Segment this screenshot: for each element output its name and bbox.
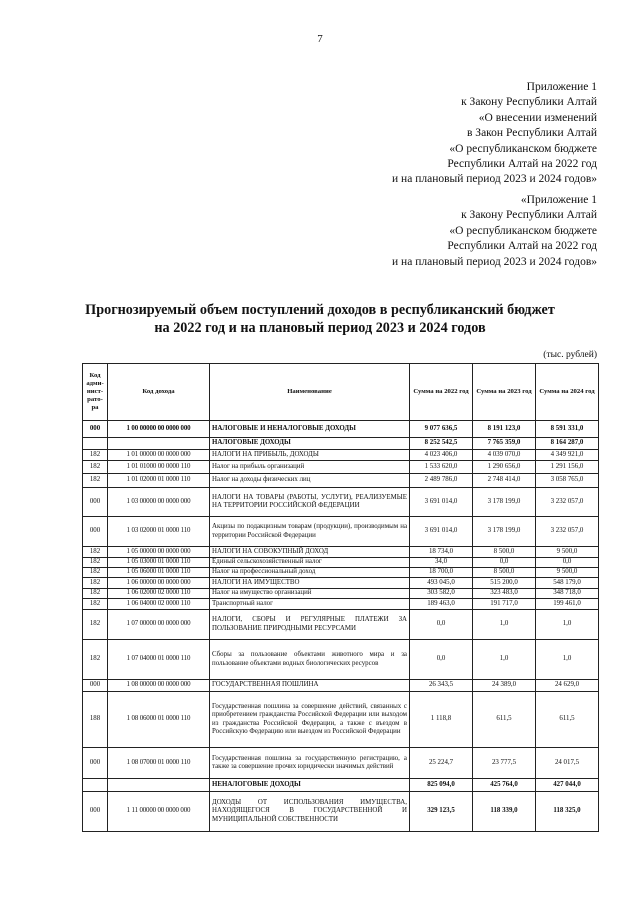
cell-admin-code: 182 xyxy=(83,558,108,568)
table-row xyxy=(83,488,599,517)
cell-name: Акцизы по подакцизным товарам (продукции), производимым на территории Российской Федерации xyxy=(210,517,410,547)
appendix-line: Приложение 1 xyxy=(526,81,597,93)
cell-name: НАЛОГОВЫЕ ДОХОДЫ xyxy=(210,438,410,450)
header-sum-2024: Сумма на 2024 год xyxy=(536,364,599,421)
cell-income-code: 1 08 00000 00 0000 000 xyxy=(108,680,210,692)
cell-sum-2022: 303 582,0 xyxy=(410,589,473,599)
cell-sum-2024: 8 164 287,0 xyxy=(536,438,599,450)
cell-admin-code: 182 xyxy=(83,610,108,640)
cell-income-code: 1 07 00000 00 0000 000 xyxy=(108,610,210,640)
table-row xyxy=(83,461,599,474)
cell-sum-2023: 8 191 123,0 xyxy=(473,421,536,438)
cell-admin-code: 000 xyxy=(83,680,108,692)
table-row xyxy=(83,680,599,692)
cell-sum-2024: 4 349 921,0 xyxy=(536,450,599,461)
appendix-line: Республики Алтай на 2022 год xyxy=(447,158,597,171)
cell-name: НАЛОГОВЫЕ И НЕНАЛОГОВЫЕ ДОХОДЫ xyxy=(210,421,410,438)
header-sum-2022: Сумма на 2022 год xyxy=(410,364,473,421)
cell-sum-2023: 425 764,0 xyxy=(473,779,536,792)
cell-admin-code: 000 xyxy=(83,517,108,547)
cell-sum-2024: 1,0 xyxy=(536,640,599,680)
cell-admin-code: 182 xyxy=(83,474,108,488)
cell-sum-2022: 2 489 786,0 xyxy=(410,474,473,488)
cell-sum-2024: 24 629,0 xyxy=(536,680,599,692)
header-sum-2023: Сумма на 2023 год xyxy=(473,364,536,421)
appendix-line: и на плановый период 2023 и 2024 годов» xyxy=(392,173,597,186)
cell-sum-2024: 1 291 156,0 xyxy=(536,461,599,474)
appendix-heading-amendment xyxy=(392,80,597,188)
cell-sum-2023: 4 039 070,0 xyxy=(473,450,536,461)
cell-sum-2022: 825 094,0 xyxy=(410,779,473,792)
cell-income-code: 1 01 01000 00 0000 110 xyxy=(108,461,210,474)
appendix-line: к Закону Республики Алтай xyxy=(461,96,597,109)
cell-income-code: 1 05 03000 01 0000 110 xyxy=(108,558,210,568)
cell-sum-2024: 9 500,0 xyxy=(536,568,599,578)
cell-admin-code: 182 xyxy=(83,640,108,680)
cell-income-code: 1 06 04000 02 0000 110 xyxy=(108,599,210,610)
cell-sum-2022: 34,0 xyxy=(410,558,473,568)
cell-income-code: 1 01 02000 01 0000 110 xyxy=(108,474,210,488)
cell-admin-code: 182 xyxy=(83,547,108,558)
title-line: на 2022 год и на плановый период 2023 и 2024 годов xyxy=(154,320,486,336)
cell-sum-2022: 3 691 014,0 xyxy=(410,517,473,547)
cell-admin-code xyxy=(83,779,108,792)
cell-income-code: 1 00 00000 00 0000 000 xyxy=(108,421,210,438)
cell-name: НАЛОГИ НА ПРИБЫЛЬ, ДОХОДЫ xyxy=(210,450,410,461)
cell-name: ГОСУДАРСТВЕННАЯ ПОШЛИНА xyxy=(210,680,410,692)
header-admin-code: Код адми-нист-рато-ра xyxy=(83,364,108,421)
cell-name: НАЛОГИ НА ИМУЩЕСТВО xyxy=(210,578,410,589)
cell-sum-2023: 24 389,0 xyxy=(473,680,536,692)
cell-name: Налог на имущество организаций xyxy=(210,589,410,599)
cell-name: Транспортный налог xyxy=(210,599,410,610)
cell-sum-2023: 515 200,0 xyxy=(473,578,536,589)
cell-income-code: 1 05 00000 00 0000 000 xyxy=(108,547,210,558)
cell-sum-2022: 189 463,0 xyxy=(410,599,473,610)
cell-sum-2024: 118 325,0 xyxy=(536,792,599,832)
cell-sum-2024: 348 718,0 xyxy=(536,589,599,599)
cell-sum-2024: 3 058 765,0 xyxy=(536,474,599,488)
cell-admin-code: 188 xyxy=(83,692,108,748)
table-row xyxy=(83,640,599,680)
cell-sum-2022: 26 343,5 xyxy=(410,680,473,692)
appendix-line: к Закону Республики Алтай xyxy=(461,209,597,222)
cell-name: НЕНАЛОГОВЫЕ ДОХОДЫ xyxy=(210,779,410,792)
cell-sum-2024: 611,5 xyxy=(536,692,599,748)
cell-sum-2024: 3 232 057,0 xyxy=(536,517,599,547)
revenue-table xyxy=(82,363,599,832)
table-row xyxy=(83,547,599,558)
cell-admin-code: 182 xyxy=(83,450,108,461)
cell-sum-2022: 1 118,8 xyxy=(410,692,473,748)
cell-income-code: 1 05 06000 01 0000 110 xyxy=(108,568,210,578)
cell-sum-2023: 3 178 199,0 xyxy=(473,517,536,547)
title-line: Прогнозируемый объем поступлений доходов в республиканский бюджет xyxy=(85,302,555,318)
cell-sum-2023: 118 339,0 xyxy=(473,792,536,832)
cell-sum-2023: 8 500,0 xyxy=(473,547,536,558)
cell-name: Государственная пошлина за совершение действий, связанных с приобретением гражданства Российской Федерации или выходом из гражданства Российской Федерации, а также с въездом в Российскую Федерацию или выездом из Российской Федерации xyxy=(210,692,410,748)
appendix-line: в Закон Республики Алтай xyxy=(467,127,597,140)
cell-sum-2022: 1 533 620,0 xyxy=(410,461,473,474)
table-row xyxy=(83,517,599,547)
table-row xyxy=(83,792,599,832)
cell-admin-code: 000 xyxy=(83,488,108,517)
cell-income-code: 1 03 02000 01 0000 110 xyxy=(108,517,210,547)
cell-name: НАЛОГИ НА СОВОКУПНЫЙ ДОХОД xyxy=(210,547,410,558)
cell-sum-2024: 8 591 331,0 xyxy=(536,421,599,438)
cell-sum-2022: 0,0 xyxy=(410,640,473,680)
table-row xyxy=(83,438,599,450)
table-row xyxy=(83,474,599,488)
cell-sum-2024: 427 044,0 xyxy=(536,779,599,792)
table-row xyxy=(83,692,599,748)
cell-sum-2024: 199 461,0 xyxy=(536,599,599,610)
cell-sum-2023: 1,0 xyxy=(473,610,536,640)
cell-admin-code: 000 xyxy=(83,792,108,832)
cell-income-code: 1 06 02000 02 0000 110 xyxy=(108,589,210,599)
cell-sum-2022: 0,0 xyxy=(410,610,473,640)
cell-sum-2022: 18 734,0 xyxy=(410,547,473,558)
appendix-line: Республики Алтай на 2022 год xyxy=(447,240,597,253)
cell-sum-2022: 18 700,0 xyxy=(410,568,473,578)
appendix-line: «О внесении изменений xyxy=(478,111,597,124)
table-row xyxy=(83,589,599,599)
table-row xyxy=(83,450,599,461)
appendix-line: и на плановый период 2023 и 2024 годов» xyxy=(392,255,597,268)
table-row xyxy=(83,578,599,589)
table-row xyxy=(83,779,599,792)
cell-income-code: 1 08 07000 01 0000 110 xyxy=(108,748,210,779)
cell-admin-code: 182 xyxy=(83,578,108,589)
cell-sum-2024: 0,0 xyxy=(536,558,599,568)
table-row xyxy=(83,610,599,640)
cell-sum-2023: 0,0 xyxy=(473,558,536,568)
table-row xyxy=(83,748,599,779)
page-number: 7 xyxy=(317,33,323,45)
cell-income-code: 1 11 00000 00 0000 000 xyxy=(108,792,210,832)
appendix-heading-original xyxy=(392,193,597,270)
appendix-line: «Приложение 1 xyxy=(520,194,597,206)
cell-name: Сборы за пользование объектами животного мира и за пользование объектами водных биологических ресурсов xyxy=(210,640,410,680)
cell-income-code: 1 08 06000 01 0000 110 xyxy=(108,692,210,748)
cell-sum-2023: 8 500,0 xyxy=(473,568,536,578)
header-name: Наименование xyxy=(210,364,410,421)
cell-name: Государственная пошлина за государственную регистрацию, а также за совершение прочих юридически значимых действий xyxy=(210,748,410,779)
cell-sum-2023: 7 765 359,0 xyxy=(473,438,536,450)
cell-sum-2023: 3 178 199,0 xyxy=(473,488,536,517)
document-title xyxy=(60,301,580,337)
table-row xyxy=(83,599,599,610)
cell-admin-code: 000 xyxy=(83,421,108,438)
cell-sum-2023: 1 290 656,0 xyxy=(473,461,536,474)
units-label: (тыс. рублей) xyxy=(543,350,597,360)
cell-admin-code xyxy=(83,438,108,450)
table-row xyxy=(83,421,599,438)
table-row xyxy=(83,558,599,568)
cell-sum-2023: 323 483,0 xyxy=(473,589,536,599)
appendix-line: «О республиканском бюджете xyxy=(449,224,597,237)
cell-sum-2023: 611,5 xyxy=(473,692,536,748)
cell-income-code: 1 03 00000 00 0000 000 xyxy=(108,488,210,517)
cell-name: Единый сельскохозяйственный налог xyxy=(210,558,410,568)
cell-sum-2022: 329 123,5 xyxy=(410,792,473,832)
cell-name: ДОХОДЫ ОТ ИСПОЛЬЗОВАНИЯ ИМУЩЕСТВА, НАХОДЯЩЕГОСЯ В ГОСУДАРСТВЕННОЙ И МУНИЦИПАЛЬНОЙ СОБСТВЕННОСТИ xyxy=(210,792,410,832)
cell-sum-2024: 3 232 057,0 xyxy=(536,488,599,517)
cell-name: Налог на прибыль организаций xyxy=(210,461,410,474)
cell-admin-code: 182 xyxy=(83,599,108,610)
cell-income-code: 1 01 00000 00 0000 000 xyxy=(108,450,210,461)
cell-admin-code: 000 xyxy=(83,748,108,779)
cell-name: НАЛОГИ НА ТОВАРЫ (РАБОТЫ, УСЛУГИ), РЕАЛИЗУЕМЫЕ НА ТЕРРИТОРИИ РОССИЙСКОЙ ФЕДЕРАЦИИ xyxy=(210,488,410,517)
cell-sum-2023: 1,0 xyxy=(473,640,536,680)
header-income-code: Код дохода xyxy=(108,364,210,421)
cell-sum-2024: 1,0 xyxy=(536,610,599,640)
cell-name: НАЛОГИ, СБОРЫ И РЕГУЛЯРНЫЕ ПЛАТЕЖИ ЗА ПОЛЬЗОВАНИЕ ПРИРОДНЫМИ РЕСУРСАМИ xyxy=(210,610,410,640)
appendix-line: «О республиканском бюджете xyxy=(449,142,597,155)
cell-sum-2022: 4 023 406,0 xyxy=(410,450,473,461)
cell-sum-2023: 2 748 414,0 xyxy=(473,474,536,488)
cell-sum-2024: 9 500,0 xyxy=(536,547,599,558)
cell-sum-2023: 191 717,0 xyxy=(473,599,536,610)
cell-sum-2022: 493 045,0 xyxy=(410,578,473,589)
cell-sum-2024: 548 179,0 xyxy=(536,578,599,589)
cell-sum-2022: 3 691 014,0 xyxy=(410,488,473,517)
cell-admin-code: 182 xyxy=(83,461,108,474)
cell-income-code xyxy=(108,779,210,792)
table-row xyxy=(83,568,599,578)
cell-admin-code: 182 xyxy=(83,568,108,578)
cell-name: Налог на профессиональный доход xyxy=(210,568,410,578)
cell-name: Налог на доходы физических лиц xyxy=(210,474,410,488)
cell-sum-2024: 24 017,5 xyxy=(536,748,599,779)
table-header-row xyxy=(83,364,599,421)
cell-sum-2023: 23 777,5 xyxy=(473,748,536,779)
table-body xyxy=(83,421,599,832)
cell-income-code xyxy=(108,438,210,450)
cell-income-code: 1 06 00000 00 0000 000 xyxy=(108,578,210,589)
cell-income-code: 1 07 04000 01 0000 110 xyxy=(108,640,210,680)
cell-sum-2022: 9 077 636,5 xyxy=(410,421,473,438)
cell-sum-2022: 8 252 542,5 xyxy=(410,438,473,450)
cell-admin-code: 182 xyxy=(83,589,108,599)
cell-sum-2022: 25 224,7 xyxy=(410,748,473,779)
